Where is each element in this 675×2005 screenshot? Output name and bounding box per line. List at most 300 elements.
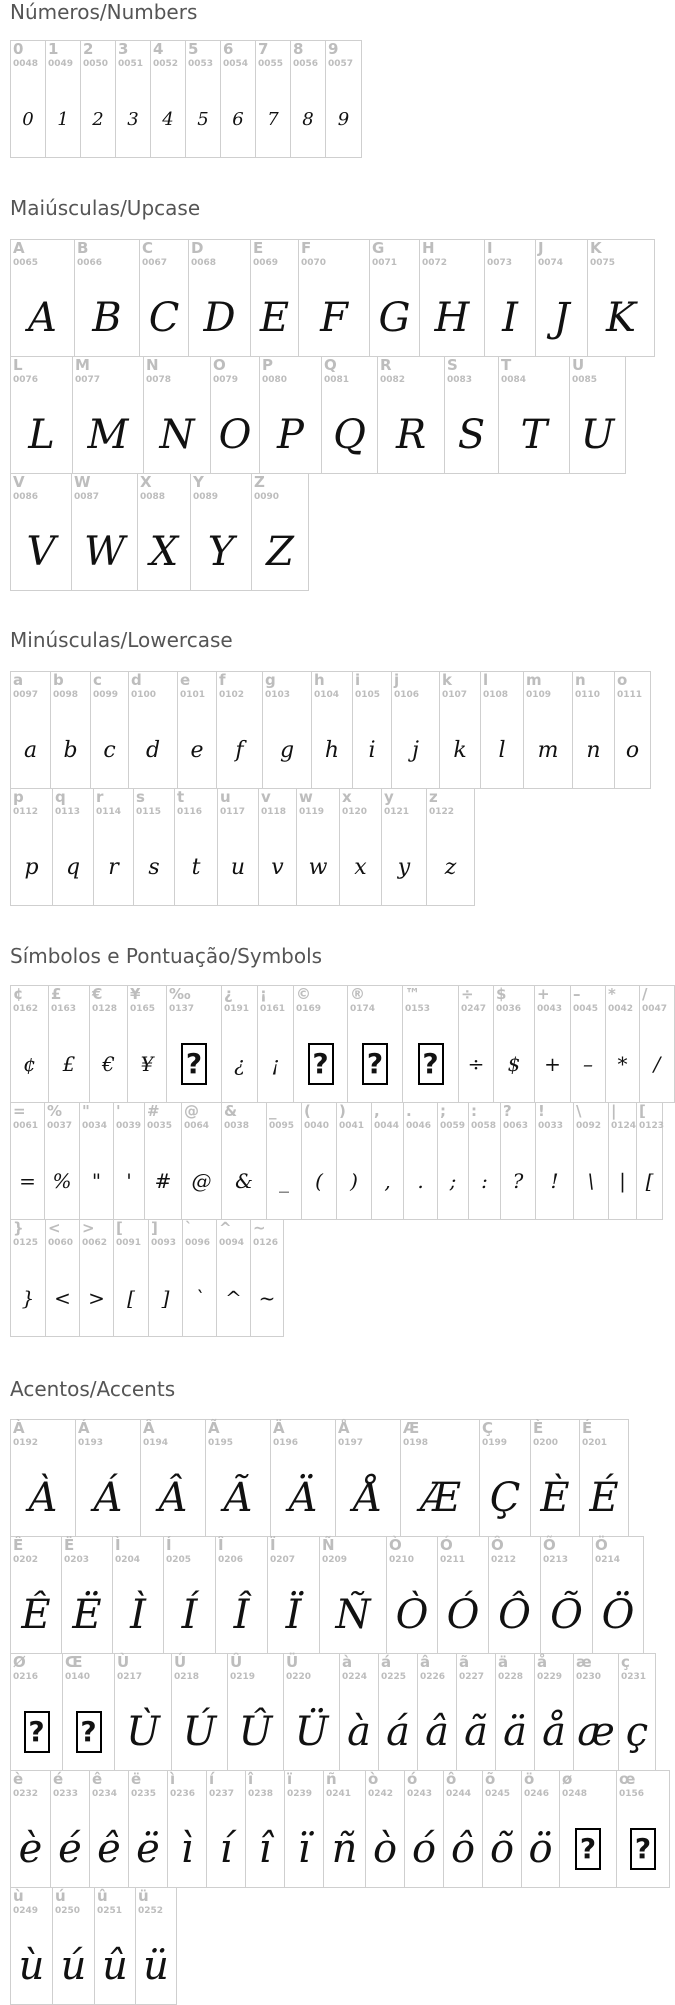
glyph-cell <box>616 1770 670 1888</box>
glyph-cell <box>559 1770 617 1888</box>
glyph-char-label: @ <box>184 1102 199 1120</box>
glyph-cell <box>259 356 322 474</box>
glyph-cell <box>10 473 72 591</box>
missing-glyph-box: ? <box>76 1711 102 1753</box>
glyph-code-label: 0237 <box>209 1789 235 1799</box>
glyph-cell <box>592 1536 644 1654</box>
glyph-cell <box>181 1102 222 1220</box>
glyph-cell <box>115 40 151 158</box>
glyph-row <box>10 1219 283 1337</box>
glyph-char-label: Ë <box>64 1536 75 1554</box>
glyph-cell <box>113 1219 149 1337</box>
glyph-code-label: 0201 <box>582 1438 608 1448</box>
glyph-char-label: Ç <box>482 1419 494 1437</box>
glyph-code-label: 0251 <box>97 1906 123 1916</box>
glyph-row <box>10 1653 655 1771</box>
glyph-cell <box>534 985 571 1103</box>
glyph-char-label: Œ <box>65 1653 83 1671</box>
glyph-code-label: 0053 <box>188 59 214 69</box>
glyph-char-label: ë <box>131 1770 142 1788</box>
glyph-char-label: Â <box>143 1419 155 1437</box>
glyph-code-label: 0105 <box>355 690 381 700</box>
glyph-code-label: 0082 <box>380 375 406 385</box>
glyph-cell <box>171 1653 228 1771</box>
glyph-sample: q <box>65 854 81 880</box>
glyph-char-label: [ <box>116 1219 123 1237</box>
glyph-char-label: ^ <box>219 1219 232 1237</box>
glyph-sample: D <box>203 295 236 341</box>
glyph-code-label: 0048 <box>13 59 39 69</box>
glyph-char-label: ò <box>368 1770 379 1788</box>
glyph-sample: | <box>619 1169 626 1193</box>
glyph-sample: ¢ <box>23 1052 36 1076</box>
glyph-char-label: > <box>82 1219 95 1237</box>
glyph-sample: Ô <box>498 1592 531 1638</box>
glyph-cell <box>270 1419 336 1537</box>
glyph-sample: C <box>148 295 180 341</box>
glyph-char-label: \ <box>576 1102 582 1120</box>
glyph-code-label: 0212 <box>491 1555 517 1565</box>
glyph-code-label: 0196 <box>273 1438 299 1448</box>
glyph-row <box>10 1887 176 2005</box>
glyph-code-label: 0239 <box>287 1789 313 1799</box>
glyph-code-label: 0033 <box>538 1121 564 1131</box>
glyph-char-label: H <box>422 239 435 257</box>
glyph-code-label: 0087 <box>74 492 100 502</box>
glyph-char-label: P <box>262 356 273 374</box>
glyph-sample: V <box>26 529 56 575</box>
section-title-lowercase: Minúsculas/Lowercase <box>10 628 233 652</box>
glyph-sample: l <box>498 737 506 763</box>
glyph-sample: Z <box>266 529 294 575</box>
glyph-char-label: ÷ <box>461 985 474 1003</box>
glyph-char-label: Ù <box>117 1653 130 1671</box>
glyph-cell <box>301 1102 337 1220</box>
glyph-char-label: m <box>526 671 542 689</box>
glyph-sample: ( <box>315 1169 323 1193</box>
glyph-cell <box>500 1102 536 1220</box>
glyph-sample: ó <box>411 1826 437 1872</box>
glyph-cell <box>636 1102 663 1220</box>
glyph-char-label: I <box>487 239 493 257</box>
glyph-code-label: 0060 <box>48 1238 74 1248</box>
glyph-cell <box>10 985 49 1103</box>
glyph-code-label: 0071 <box>372 258 398 268</box>
glyph-code-label: 0192 <box>13 1438 39 1448</box>
glyph-code-label: 0199 <box>482 1438 508 1448</box>
glyph-char-label: t <box>177 788 185 806</box>
glyph-code-label: 0206 <box>218 1555 244 1565</box>
glyph-cell <box>437 1102 469 1220</box>
glyph-char-label: í <box>209 1770 215 1788</box>
glyph-char-label: e <box>180 671 191 689</box>
glyph-char-label: j <box>394 671 400 689</box>
glyph-cell <box>10 1653 63 1771</box>
glyph-sample: U <box>580 412 615 458</box>
glyph-code-label: 0174 <box>350 1004 376 1014</box>
glyph-cell <box>52 788 94 906</box>
glyph-char-label: x <box>342 788 352 806</box>
glyph-code-label: 0248 <box>562 1789 588 1799</box>
glyph-code-label: 0063 <box>503 1121 529 1131</box>
glyph-char-label: 9 <box>328 40 339 58</box>
glyph-cell <box>570 985 606 1103</box>
glyph-char-label: ? <box>503 1102 512 1120</box>
glyph-cell <box>321 356 378 474</box>
glyph-code-label: 0067 <box>142 258 168 268</box>
glyph-sample: á <box>386 1709 410 1755</box>
glyph-char-label: ¥ <box>130 985 141 1003</box>
missing-glyph-box: ? <box>24 1711 50 1753</box>
glyph-sample: 9 <box>337 108 350 130</box>
glyph-sample: K <box>606 295 636 341</box>
missing-glyph-icon <box>403 1026 458 1102</box>
glyph-char-label: a <box>13 671 24 689</box>
missing-glyph-icon <box>294 1026 347 1102</box>
glyph-cell <box>133 788 175 906</box>
glyph-sample: 7 <box>267 108 279 130</box>
glyph-cell <box>50 671 91 789</box>
glyph-char-label: Ø <box>13 1653 26 1671</box>
glyph-cell <box>267 1536 320 1654</box>
glyph-cell <box>403 1102 438 1220</box>
glyph-cell <box>587 239 655 357</box>
section-title-accents: Acentos/Accents <box>10 1377 176 1401</box>
glyph-code-label: 0231 <box>621 1672 647 1682</box>
glyph-code-label: 0062 <box>82 1238 108 1248</box>
glyph-char-label: v <box>261 788 271 806</box>
glyph-code-label: 0085 <box>572 375 598 385</box>
glyph-code-label: 0249 <box>13 1906 39 1916</box>
glyph-cell <box>296 788 340 906</box>
glyph-sample: H <box>434 295 470 341</box>
section-title-symbols: Símbolos e Pontuação/Symbols <box>10 944 323 968</box>
missing-glyph-icon <box>63 1694 114 1770</box>
glyph-code-label: 0065 <box>13 258 39 268</box>
glyph-cell <box>114 1653 172 1771</box>
glyph-sample: / <box>653 1052 661 1076</box>
glyph-sample: ã <box>464 1709 488 1755</box>
glyph-cell <box>417 1653 457 1771</box>
missing-glyph-box: ? <box>362 1043 388 1085</box>
glyph-char-label: } <box>13 1219 24 1237</box>
glyph-code-label: 0123 <box>639 1121 665 1131</box>
glyph-code-label: 0122 <box>429 807 455 817</box>
glyph-code-label: 0140 <box>65 1672 91 1682</box>
glyph-code-label: 0052 <box>153 59 179 69</box>
glyph-char-label: G <box>372 239 385 257</box>
glyph-char-label: î <box>248 1770 254 1788</box>
glyph-sample: ù <box>18 1943 45 1989</box>
glyph-char-label: ã <box>459 1653 470 1671</box>
glyph-sample: 0 <box>22 108 34 130</box>
glyph-cell <box>456 1653 496 1771</box>
glyph-char-label: $ <box>496 985 507 1003</box>
glyph-cell <box>94 1887 136 2005</box>
glyph-cell <box>468 1102 501 1220</box>
glyph-cell <box>221 1102 267 1220</box>
glyph-cell <box>10 239 75 357</box>
glyph-code-label: 0163 <box>51 1004 77 1014</box>
glyph-cell <box>93 788 134 906</box>
glyph-cell <box>493 985 535 1103</box>
glyph-cell <box>535 239 588 357</box>
glyph-char-label: å <box>537 1653 548 1671</box>
glyph-char-label: o <box>617 671 628 689</box>
glyph-row <box>10 788 474 906</box>
glyph-cell <box>185 40 221 158</box>
glyph-cell <box>311 671 353 789</box>
glyph-sample: É <box>589 1475 619 1521</box>
glyph-cell <box>10 1536 62 1654</box>
glyph-sample: j <box>412 737 419 763</box>
glyph-cell <box>284 1770 324 1888</box>
glyph-cell <box>572 671 615 789</box>
glyph-cell <box>215 1536 268 1654</box>
glyph-sample: ¥ <box>140 1052 154 1076</box>
glyph-char-label: N <box>146 356 159 374</box>
glyph-char-label: ¢ <box>13 985 24 1003</box>
glyph-char-label: à <box>342 1653 353 1671</box>
glyph-sample: G <box>378 295 411 341</box>
glyph-char-label: 8 <box>293 40 304 58</box>
glyph-char-label: L <box>13 356 23 374</box>
glyph-code-label: 0049 <box>48 59 74 69</box>
glyph-code-label: 0110 <box>575 690 601 700</box>
glyph-code-label: 0103 <box>265 690 291 700</box>
glyph-cell <box>573 1102 609 1220</box>
glyph-code-label: 0091 <box>116 1238 142 1248</box>
glyph-cell <box>52 1887 95 2005</box>
glyph-char-label: Î <box>218 1536 224 1554</box>
glyph-sample: Á <box>93 1475 123 1521</box>
glyph-char-label: X <box>140 473 152 491</box>
glyph-code-label: 0077 <box>75 375 101 385</box>
glyph-cell <box>534 1653 574 1771</box>
glyph-sample: e <box>190 737 204 763</box>
glyph-cell <box>89 1770 129 1888</box>
glyph-sample: ; <box>449 1169 457 1193</box>
glyph-row <box>10 356 625 474</box>
glyph-char-label: A <box>13 239 25 257</box>
glyph-code-label: 0069 <box>253 258 279 268</box>
glyph-cell <box>266 1102 302 1220</box>
glyph-cell <box>339 1653 379 1771</box>
glyph-char-label: d <box>131 671 142 689</box>
glyph-sample: È <box>540 1475 570 1521</box>
glyph-sample: ¡ <box>271 1052 280 1076</box>
glyph-code-label: 0068 <box>191 258 217 268</box>
glyph-code-label: 0090 <box>254 492 280 502</box>
glyph-row <box>10 1536 643 1654</box>
glyph-cell <box>144 1102 182 1220</box>
glyph-code-label: 0233 <box>53 1789 79 1799</box>
glyph-row <box>10 1102 665 1220</box>
glyph-char-label: Ò <box>389 1536 402 1554</box>
glyph-cell <box>188 239 251 357</box>
glyph-cell <box>10 40 46 158</box>
glyph-code-label: 0074 <box>538 258 564 268</box>
glyph-char-label: 0 <box>13 40 24 58</box>
glyph-char-label: S <box>447 356 458 374</box>
glyph-sample: Ò <box>395 1592 429 1638</box>
glyph-sample: 2 <box>92 108 104 130</box>
glyph-char-label: 1 <box>48 40 59 58</box>
glyph-cell <box>479 1419 531 1537</box>
glyph-row <box>10 473 308 591</box>
glyph-code-label: 0225 <box>381 1672 407 1682</box>
glyph-cell <box>139 239 189 357</box>
glyph-cell <box>404 1770 444 1888</box>
glyph-sample: & <box>235 1169 253 1193</box>
glyph-cell <box>45 40 81 158</box>
glyph-cell <box>298 239 370 357</box>
glyph-sample: s <box>148 854 160 880</box>
glyph-char-label: Ó <box>440 1536 453 1554</box>
glyph-code-label: 0205 <box>166 1555 192 1565</box>
glyph-row <box>10 985 674 1103</box>
glyph-char-label: ú <box>55 1887 66 1905</box>
glyph-sample: L <box>28 412 55 458</box>
glyph-sample: Ê <box>21 1592 51 1638</box>
glyph-char-label: ù <box>13 1887 24 1905</box>
section-title-upcase: Maiúsculas/Upcase <box>10 196 201 220</box>
glyph-cell <box>10 356 73 474</box>
glyph-code-label: 0055 <box>258 59 284 69</box>
glyph-code-label: 0191 <box>224 1004 250 1014</box>
glyph-sample: x <box>354 854 367 880</box>
glyph-sample: " <box>91 1169 102 1193</box>
glyph-cell <box>335 1419 401 1537</box>
glyph-sample: E <box>259 295 290 341</box>
glyph-char-label: – <box>573 985 581 1003</box>
glyph-char-label: l <box>483 671 489 689</box>
glyph-sample: i <box>368 737 376 763</box>
glyph-cell <box>150 40 186 158</box>
glyph-sample: . <box>417 1169 424 1193</box>
glyph-code-label: 0128 <box>92 1004 118 1014</box>
missing-glyph-icon <box>348 1026 402 1102</box>
glyph-cell <box>255 40 291 158</box>
glyph-code-label: 0236 <box>170 1789 196 1799</box>
glyph-char-label: _ <box>269 1102 277 1120</box>
glyph-cell <box>608 1102 637 1220</box>
glyph-cell <box>614 671 651 789</box>
glyph-char-label: Ü <box>286 1653 299 1671</box>
glyph-cell <box>210 356 260 474</box>
glyph-char-label: W <box>74 473 91 491</box>
glyph-code-label: 0050 <box>83 59 109 69</box>
glyph-cell <box>128 1770 168 1888</box>
glyph-code-label: 0098 <box>53 690 79 700</box>
glyph-code-label: 0120 <box>342 807 368 817</box>
glyph-sample: u <box>230 854 246 880</box>
glyph-code-label: 0108 <box>483 690 509 700</box>
glyph-code-label: 0228 <box>498 1672 524 1682</box>
glyph-char-label: Z <box>254 473 265 491</box>
glyph-cell <box>365 1770 405 1888</box>
glyph-code-label: 0054 <box>223 59 249 69</box>
glyph-char-label: [ <box>639 1102 646 1120</box>
glyph-sample: ¿ <box>234 1052 245 1076</box>
glyph-cell <box>148 1219 183 1337</box>
glyph-char-label: Y <box>193 473 204 491</box>
glyph-cell <box>143 356 211 474</box>
glyph-code-label: 0037 <box>47 1121 73 1131</box>
glyph-code-label: 0045 <box>573 1004 599 1014</box>
glyph-cell <box>250 239 299 357</box>
glyph-cell <box>569 356 626 474</box>
glyph-cell <box>140 1419 206 1537</box>
glyph-cell <box>10 671 51 789</box>
glyph-row <box>10 1419 628 1537</box>
glyph-cell <box>10 1419 76 1537</box>
glyph-sample: P <box>277 412 304 458</box>
glyph-sample: w <box>308 854 328 880</box>
glyph-code-label: 0070 <box>301 258 327 268</box>
glyph-cell <box>50 1770 90 1888</box>
glyph-code-label: 0200 <box>533 1438 559 1448</box>
glyph-char-label: ~ <box>253 1219 266 1237</box>
glyph-code-label: 0064 <box>184 1121 210 1131</box>
glyph-cell <box>62 1653 115 1771</box>
glyph-char-label: % <box>47 1102 63 1120</box>
glyph-code-label: 0102 <box>219 690 245 700</box>
glyph-cell <box>339 788 382 906</box>
glyph-cell <box>89 985 128 1103</box>
missing-glyph-box: ? <box>630 1828 656 1870</box>
glyph-code-label: 0104 <box>314 690 340 700</box>
glyph-char-label: s <box>136 788 145 806</box>
glyph-code-label: 0213 <box>543 1555 569 1565</box>
glyph-char-label: 5 <box>188 40 199 58</box>
glyph-code-label: 0041 <box>339 1121 365 1131</box>
glyph-cell <box>80 40 116 158</box>
glyph-cell <box>257 985 294 1103</box>
glyph-sample: J <box>553 295 570 341</box>
glyph-sample: ç <box>625 1709 649 1755</box>
glyph-code-label: 0058 <box>471 1121 497 1131</box>
glyph-char-label: : <box>471 1102 477 1120</box>
glyph-char-label: y <box>384 788 394 806</box>
glyph-char-label: h <box>314 671 325 689</box>
missing-glyph-icon <box>167 1026 221 1102</box>
glyph-sample: W <box>83 529 126 575</box>
glyph-cell <box>439 671 481 789</box>
glyph-code-label: 0234 <box>92 1789 118 1799</box>
glyph-code-label: 0035 <box>147 1121 173 1131</box>
glyph-char-label: + <box>537 985 550 1003</box>
glyph-sample: Ë <box>72 1592 102 1638</box>
glyph-char-label: Q <box>324 356 337 374</box>
glyph-cell <box>205 1419 271 1537</box>
glyph-code-label: 0094 <box>219 1238 245 1248</box>
glyph-char-label: D <box>191 239 204 257</box>
glyph-cell <box>127 985 167 1103</box>
glyph-sample: [ <box>127 1286 135 1310</box>
glyph-sample: k <box>453 737 467 763</box>
glyph-cell <box>10 1770 51 1888</box>
glyph-cell <box>400 1419 480 1537</box>
glyph-cell <box>190 473 252 591</box>
glyph-sample: Ù <box>126 1709 160 1755</box>
glyph-cell <box>250 1219 284 1337</box>
glyph-cell <box>177 671 217 789</box>
glyph-sample: o <box>625 737 640 763</box>
glyph-code-label: 0112 <box>13 807 39 817</box>
glyph-sample: : <box>481 1169 488 1193</box>
glyph-sample: ! <box>550 1169 559 1193</box>
